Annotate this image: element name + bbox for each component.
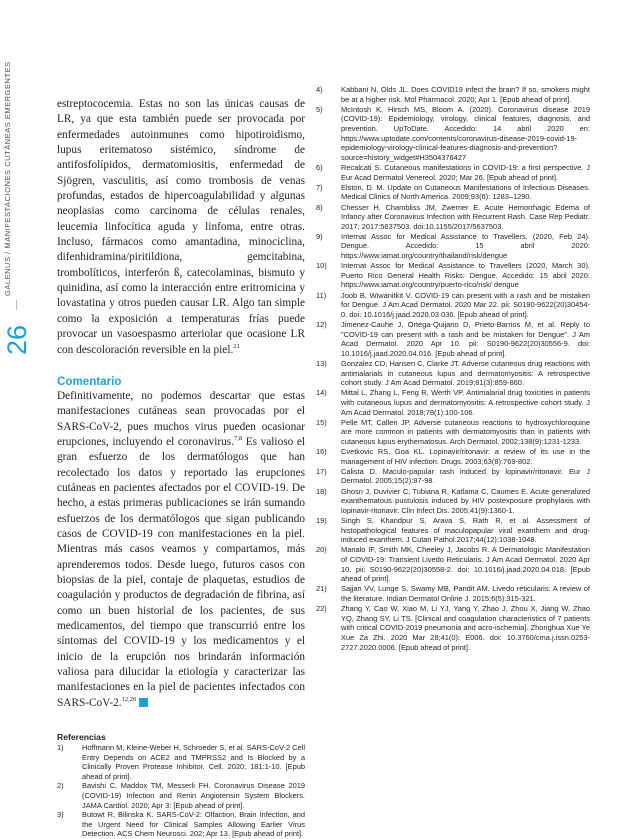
reference-text: Manalo IF, Smith MK, Cheeley J, Jacobs R. A Dermatologic Manifestation of COVID-19: Transient Livedo Reticularis. J Am Acad Dermatol. 2020 Apr 10. pii: S0190-9622(20)30558-2. doi: 10.1016/j.jaad.2020.04.018. [Epub ahead of print]. bbox=[341, 545, 590, 584]
reference-item bbox=[316, 261, 590, 290]
reference-item bbox=[316, 320, 590, 358]
reference-number: 9) bbox=[316, 231, 323, 241]
references-list-right bbox=[316, 85, 590, 652]
reference-number: 6) bbox=[316, 162, 323, 172]
reference-number: 16) bbox=[316, 447, 327, 457]
reference-item bbox=[316, 516, 590, 545]
reference-number: 12) bbox=[316, 320, 327, 329]
reference-text: Pelle MT, Callen JP. Adverse cutaneous reactions to hydroxychloroquine are more common in patients with dermatomyositis than in patients with cutaneous lupus erythematosus. Arch Dermatol. 2002;138(9):1231-1233. bbox=[341, 417, 590, 446]
reference-text: Calista D. Maculo-papular rash induced by lopinavir/ritonavir. Eur J Dermatol. 2005;15(2):97-98. bbox=[341, 466, 590, 486]
reference-item bbox=[316, 545, 590, 583]
body-paragraph-1 bbox=[57, 97, 305, 358]
references-heading: Referencias bbox=[57, 732, 106, 743]
reference-text: Joob B, Wiwanitkit V. COVID-19 can present with a rash and be mistaken for Dengue. J Am Acad Dermatol. 2020 Mar 22. pii: S0190-9622(20)30454-0. doi: 10.1016/j.jaad.2020.03.036. [Epub ahead of print]. bbox=[341, 290, 590, 319]
reference-item bbox=[316, 418, 590, 447]
reference-number: 13) bbox=[316, 358, 327, 368]
reference-text: Hoffmann M, Kleine-Weber H, Schroeder S, et al. SARS-CoV-2 Cell Entry Depends on ACE2 and TMPRSS2 and Is Blocked by a Clinically Proven Protease Inhibitor. Cell. 2020; 181:1-10. [Epub ahead of print]. bbox=[82, 743, 305, 781]
end-of-article-icon bbox=[139, 698, 148, 707]
reference-text: Sajjan VV, Lunge S, Swamy MB, Pandit AM. Livedo reticularis: A review of the literature. Indian Dermatol Online J. 2015;6(5):315-321. bbox=[341, 584, 590, 603]
reference-number: 17) bbox=[316, 466, 327, 476]
reference-text: Chesser H, Chambliss JM, Zwemer E. Acute Hemorrhagic Edema of Infancy after Coronavirus Infection with Recurrent Rash. Case Rep Pediatr. 2017; 2017:5637503. doi:10.1155/2017/5637503. bbox=[341, 202, 590, 231]
reference-item bbox=[316, 604, 590, 652]
reference-number: 2) bbox=[57, 781, 64, 791]
reference-number: 7) bbox=[316, 182, 323, 192]
reference-number: 18) bbox=[316, 486, 327, 496]
page-number: 26 bbox=[2, 324, 32, 356]
reference-item bbox=[316, 163, 590, 182]
reference-item bbox=[316, 447, 590, 466]
reference-number: 3) bbox=[57, 810, 64, 820]
reference-number: 11) bbox=[316, 290, 327, 300]
citation-superscript: 21 bbox=[233, 342, 240, 350]
reference-item bbox=[57, 743, 305, 781]
reference-number: 5) bbox=[316, 104, 323, 114]
reference-item bbox=[316, 487, 590, 516]
right-column bbox=[316, 85, 590, 653]
reference-item bbox=[316, 291, 590, 320]
reference-text: Zhang Y, Cao W, Xiao M, Li YJ, Yang Y, Zhao J, Zhou X, Jiang W, Zhao YQ, Zhang SY, Li TS. [Clinical and coagulation characteristics of 7 patients with critical COVID-2019 pneumonia and acro-ischemia]. Zhonghua Xue Ye Xue Za Zhi. 2020 Mar 28;41(0): E006. doi: 10.3760/cma.j.issn.0253-2727.2020.0006. [Epub ahead of print]. bbox=[341, 604, 590, 652]
reference-number: 19) bbox=[316, 516, 327, 526]
reference-text: Mittal L, Zhang L, Feng R, Werth VP. Antimalarial drug toxicities in patients with cutaneous lupus and dermatomyositis: A retrospective cohort study. J Am Acad Dermatol. 2018;78(1):100-106. bbox=[341, 388, 590, 417]
reference-number: 1) bbox=[57, 743, 64, 753]
reference-text: Jimenez-Cauhe J, Ortega-Quijano D, Prieto-Barrios M, et al. Reply to "COVID-19 can present with a rash and be mistaken for Dengue". J Am Acad Dermatol. 2020 Apr 10. pii: S0190-9622(20)30556-9. doi: 10.1016/j.jaad.2020.04.016. [Epub ahead of print]. bbox=[341, 320, 590, 358]
reference-number: 15) bbox=[316, 417, 327, 427]
reference-item bbox=[316, 183, 590, 202]
left-column bbox=[57, 97, 305, 839]
reference-text: Singh S, Khandpur S, Arava S, Rath R, et al. Assessment of histopathological features of maculopapular viral exanthem and drug-induced exanthem. J Cutan Pathol.2017;44(12):1038-1048. bbox=[341, 516, 590, 545]
reference-text: McIntosh K, Hirsch MS, Bloom A. (2020). Coronavirus disease 2019 (COVID-19): Epidemiology, virology, clinical features, diagnosis, and prevention. UpToDate. Accedido: 14 abril 2020 en: https://www.uptodate.com/contents/coronavirus-disease-2019-covid-19-epidemiology-virology-clinical-features-diagnosis-and-prevention?source=history_widget#H3504376427 bbox=[341, 104, 590, 162]
section-heading-comentario: Comentario bbox=[57, 374, 122, 388]
reference-text: Ghosn J, Duvivier C, Tubiana R, Katlama C, Caumes E. Acute generalized exanthematous pustulosis induced by HIV postexposure prophylaxis with lopinavir-ritonavir. Clin Infect Dis. 2005;41(9):1360-1. bbox=[341, 486, 590, 515]
reference-text: Internat Assoc for Medical Assistance to Travellers. (2020, Feb 24). Dengue. Accedido: 15 abril 2020: https://www.iamat.org/country/thailand/risk/dengue bbox=[341, 231, 590, 261]
reference-text: Cvetkovic RS, Goa KL. Lopinavir/ritonavir: a review of its use in the management of HIV infection. Drugs. 2003;63(8):769-802. bbox=[341, 447, 590, 466]
references-list-left bbox=[57, 743, 305, 839]
reference-item bbox=[316, 203, 590, 232]
reference-number: 8) bbox=[316, 202, 323, 212]
reference-text: Bavishi C, Maddox TM, Messerli FH. Coronavirus Disease 2019 (COVID-19) Infection and Renin Angiotensin System Blockers. JAMA Cardiol. 2020; Apr 3: [Epub ahead of print]. bbox=[82, 781, 305, 810]
reference-text: Kabbani N, Olds JL. Does COVID19 infect the brain? If so, smokers might be at a higher risk. Mol Pharmacol. 2020; Apr 1. [Epub ahead of print]. bbox=[341, 85, 590, 104]
body-paragraph-2 bbox=[57, 389, 305, 711]
reference-item bbox=[316, 85, 590, 104]
sidebar-divider bbox=[16, 300, 17, 310]
citation-superscript: 7,8 bbox=[234, 435, 243, 443]
reference-item bbox=[316, 359, 590, 388]
reference-item bbox=[316, 467, 590, 486]
reference-number: 22) bbox=[316, 604, 327, 614]
body-paragraph-2-text-a: Definitivamente, no podemos descartar que estas manifestaciones cutáneas sean provocadas por el SARS-CoV-2, pues muchos virus pueden ocasionar erupciones, incluyendo el coronavirus. bbox=[57, 389, 305, 448]
reference-text: Elston, D. M. Update on Cutaneous Manifestations of Infectious Diseases. Medical Clinics of North America. 2009;93(6): 1283–1290. bbox=[341, 182, 590, 202]
reference-item bbox=[316, 232, 590, 261]
reference-item bbox=[57, 810, 305, 839]
reference-text: Gonzalez CD, Hansen C, Clarke JT. Adverse cutaneous drug reactions with antimalarials in cutaneous lupus and dermatomyositis: A retrospective cohort study. J Am Acad Dermatol. 2019;81(3):859-860. bbox=[341, 358, 590, 388]
reference-number: 21) bbox=[316, 584, 327, 594]
reference-item bbox=[316, 105, 590, 163]
reference-number: 20) bbox=[316, 545, 327, 555]
reference-item bbox=[57, 781, 305, 810]
body-paragraph-1-text: estreptococemia. Estas no son las únicas causas de LR, ya que esta también puede ser provocada por enfermedades autoinmunes como hipotiroidismo, lupus eritematoso sistémico, síndrome de antifosfolípidos, dermatomiositis, enfermedad de Sjögren, vasculitis, así como trombosis de venas profundas, estados de hipercoagulabilidad y algunas neoplasias como carcinoma de células renales, leucemia linfocítica aguda y linfoma, entre otras. Incluso, fármacos como amantadina, minociclina, difenhidramina/piritildiona, gemcitabina, trombolíticos, interferón ß, catecolaminas, bismuto y quinidina, así como la interacción entre eritromicina y lovastatina y otros pueden causar LR. Algo tan simple como la exposición a temperaturas frías puede provocar un vasoespasmo arteriolar que ocasione LR con descoloración reversible en la piel. bbox=[57, 98, 305, 356]
citation-superscript: 12,20 bbox=[121, 695, 137, 703]
reference-number: 10) bbox=[316, 261, 327, 271]
reference-number: 4) bbox=[316, 85, 323, 94]
reference-number: 14) bbox=[316, 388, 327, 398]
sidebar bbox=[0, 0, 34, 802]
running-head: GALENUS / MANIFESTACIONES CUTÁNEAS EMERGENTES bbox=[3, 61, 12, 296]
reference-text: Internat Assoc for Medical Assistance to Travellers (2020, March 30). Puerto Rico General Health Risks: Dengue. Accedido: 15 abril 2020: https://www.iamat.org/country/puerto-rico/risk/ dengue bbox=[341, 261, 590, 290]
reference-text: Butowt R, Bilinska K. SARS-CoV-2: Olfaction, Brain Infection, and the Urgent Need for Clinical Samples Allowing Earlier Virus Detection. ACS Chem Neurosci. 202; Apr 13. [Epub ahead of print]. bbox=[82, 810, 305, 839]
body-paragraph-2-text-b: Es valioso el gran esfuerzo de los dermatólogos que han recolectado los datos y reportado las erupciones cutáneas en pacientes afectados por el COVID-19. De hecho, a estas primeras publicaciones se irán sumando esfuerzos de los dermatólogos que sigan publicando casos de COVID-19 con manifestaciones en la piel. Mientras más casos veamos y compartamos, más aprenderemos todos. Desde luego, futuros casos con biopsias de la piel, contaje de plaquetas, estudios de coagulación y productos de degradación de fibrina, así como un buen historial de los pacientes, de sus medicamentos, del tiempo que transcurrió entre los síntomas del COVID-19 y los medicamentos y el inicio de la erupción nos brindarán información valiosa para dilucidar la etiología y caracterizar las manifestaciones en la piel de pacientes infectados con SARS-CoV-2. bbox=[57, 435, 306, 709]
reference-item bbox=[316, 388, 590, 417]
reference-text: Recalcati S. Cutaneous manifestations in COVID-19: a first perspective. J Eur Acad Dermatol Venereol. 2020; Mar 26. [Epub ahead of print]. bbox=[341, 162, 590, 182]
reference-item bbox=[316, 584, 590, 603]
